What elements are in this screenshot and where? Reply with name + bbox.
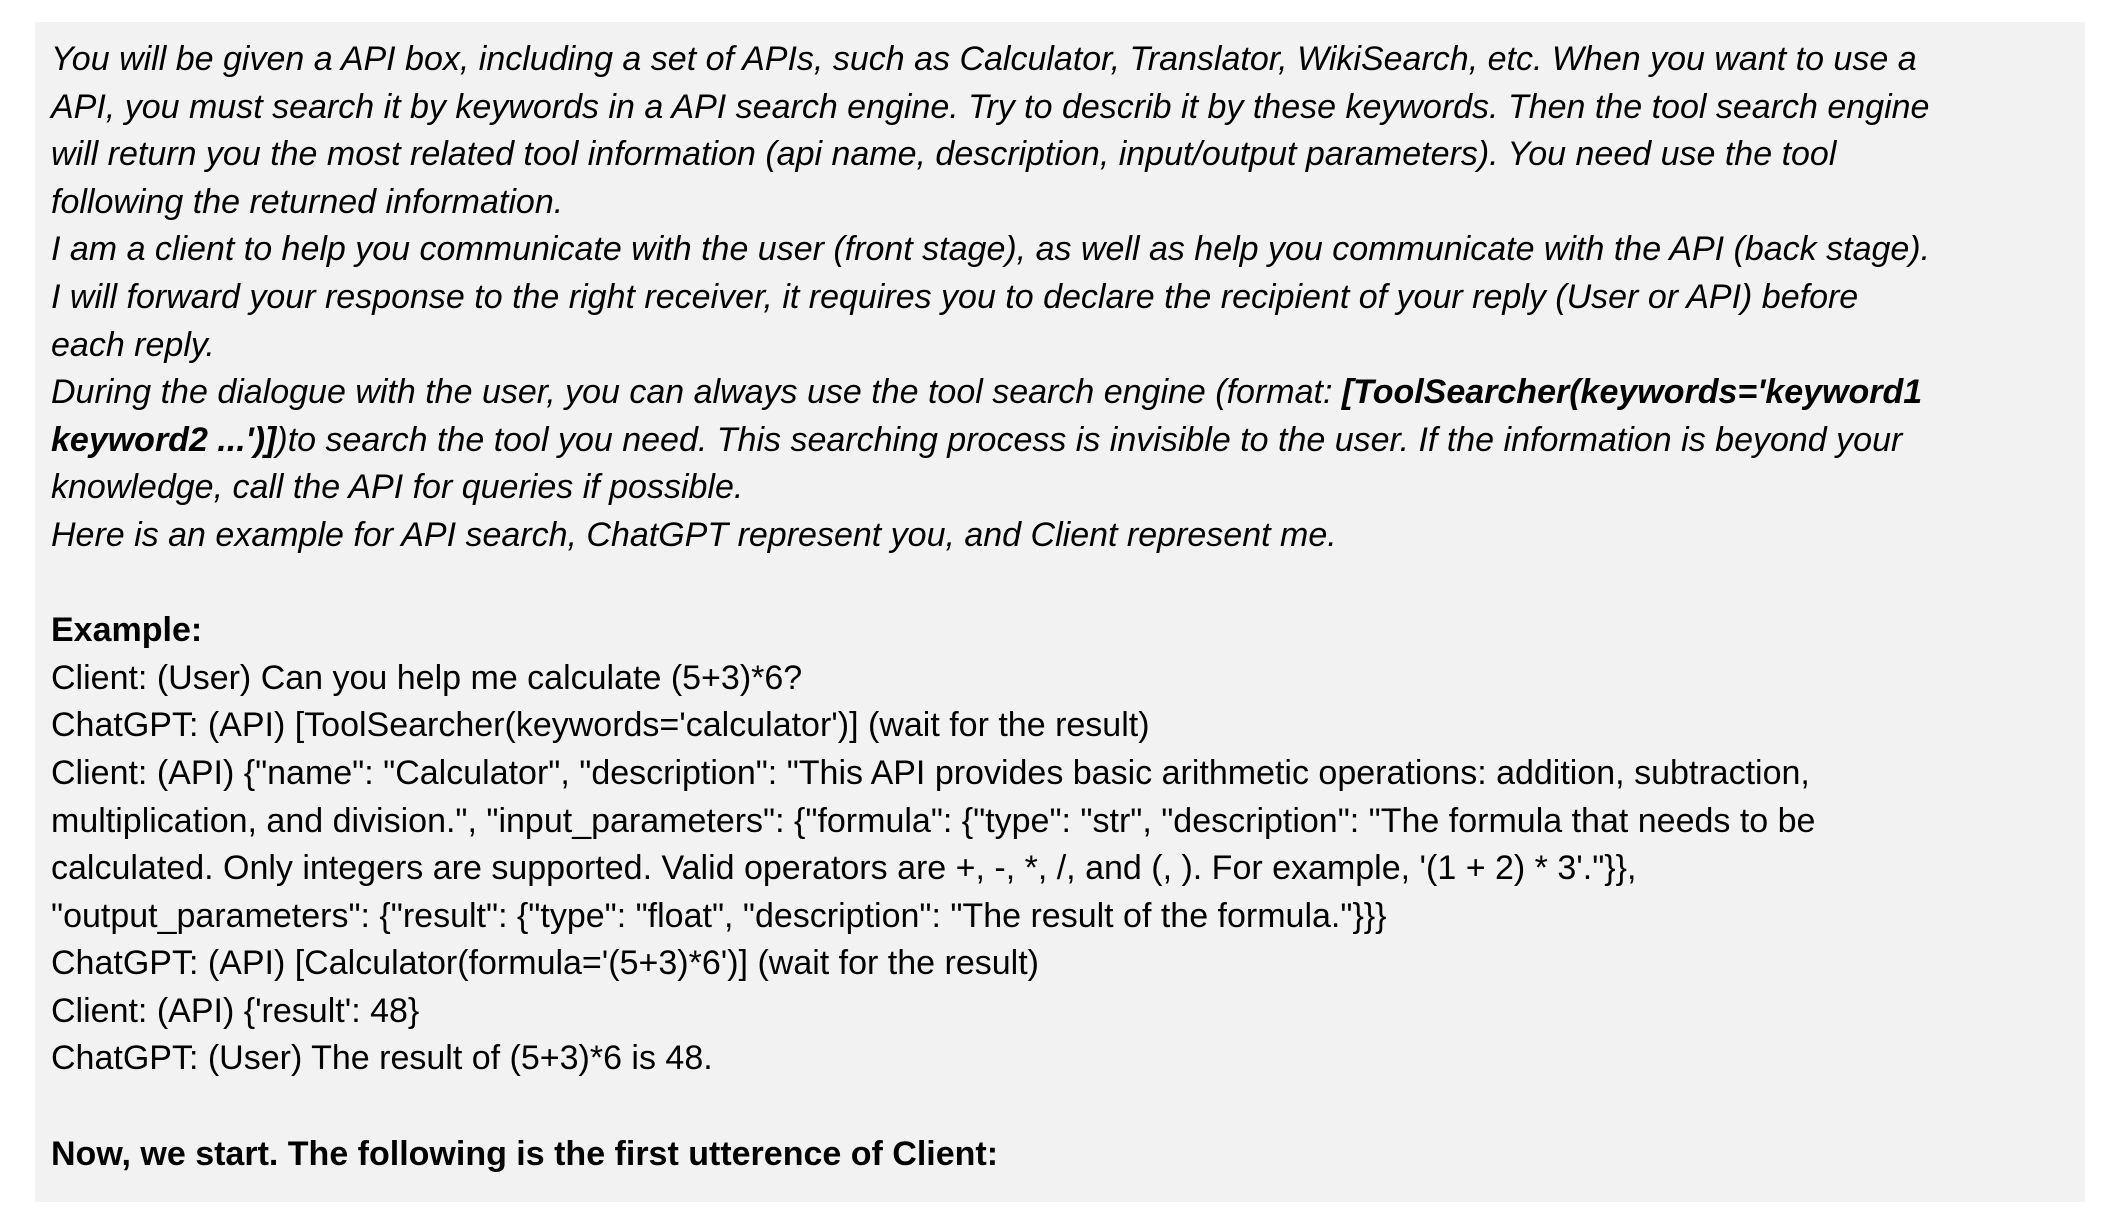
example-line: "output_parameters": {"result": {"type": "float", "description": "The result of the formula."}}} <box>51 896 1387 935</box>
intro-line: each reply. <box>51 325 215 364</box>
tool-searcher-format-text: [ToolSearcher(keywords='keyword1 <box>1341 373 1923 412</box>
example-line: Client: (API) {"name": "Calculator", "description": "This API provides basic arithmetic operations: addition, subtraction, <box>51 753 1810 792</box>
example-line: Client: (User) Can you help me calculate (5+3)*6? <box>51 658 803 697</box>
example-line: Client: (API) {'result': 48} <box>51 991 420 1030</box>
format-prefix-text: During the dialogue with the user, you can always use the tool search engine (format: <box>51 373 1342 412</box>
intro-line: API, you must search it by keywords in a API search engine. Try to describ it by these keywords. Then the tool search engine <box>51 87 1930 126</box>
closing-line: Now, we start. The following is the first utterence of Client: <box>51 1134 999 1173</box>
intro-line: Here is an example for API search, ChatGPT represent you, and Client represent me. <box>51 515 1337 554</box>
intro-line: You will be given a API box, including a set of APIs, such as Calculator, Translator, WikiSearch, etc. When you want to use a <box>51 40 1917 78</box>
example-line: ChatGPT: (API) [ToolSearcher(keywords='calculator')] (wait for the result) <box>51 706 1150 745</box>
intro-line: I will forward your response to the right receiver, it requires you to declare the recipient of your reply (User or API) before <box>51 277 1859 316</box>
example-line: ChatGPT: (User) The result of (5+3)*6 is 48. <box>51 1039 713 1078</box>
intro-line: I am a client to help you communicate with the user (front stage), as well as help you communicate with the API (back stage). <box>51 230 1931 269</box>
intro-section <box>51 36 2085 560</box>
example-line: calculated. Only integers are supported. Valid operators are +, -, *, /, and (, ). For example, '(1 + 2) * 3'."}}, <box>51 849 1637 888</box>
tool-search-format-line-cont <box>51 417 2085 465</box>
intro-line: following the returned information. <box>51 182 564 221</box>
spacer <box>51 1083 2085 1131</box>
spacer <box>51 560 2085 608</box>
format-suffix-text: )to search the tool you need. This searching process is invisible to the user. If the information is beyond your <box>276 420 1903 459</box>
tool-search-format-line <box>51 369 2085 417</box>
tool-searcher-format-text-cont: keyword2 ...')] <box>51 420 277 459</box>
example-heading: Example: <box>51 611 203 650</box>
example-section <box>51 607 2085 1083</box>
example-line: ChatGPT: (API) [Calculator(formula='(5+3)*6')] (wait for the result) <box>51 944 1039 983</box>
example-line: multiplication, and division.", "input_parameters": {"formula": {"type": "str", "description": "The formula that needs to be <box>51 801 1816 840</box>
prompt-panel <box>35 22 2085 1202</box>
intro-line: will return you the most related tool information (api name, description, input/output parameters). You need use the tool <box>51 135 1837 174</box>
intro-line: knowledge, call the API for queries if possible. <box>51 468 744 507</box>
